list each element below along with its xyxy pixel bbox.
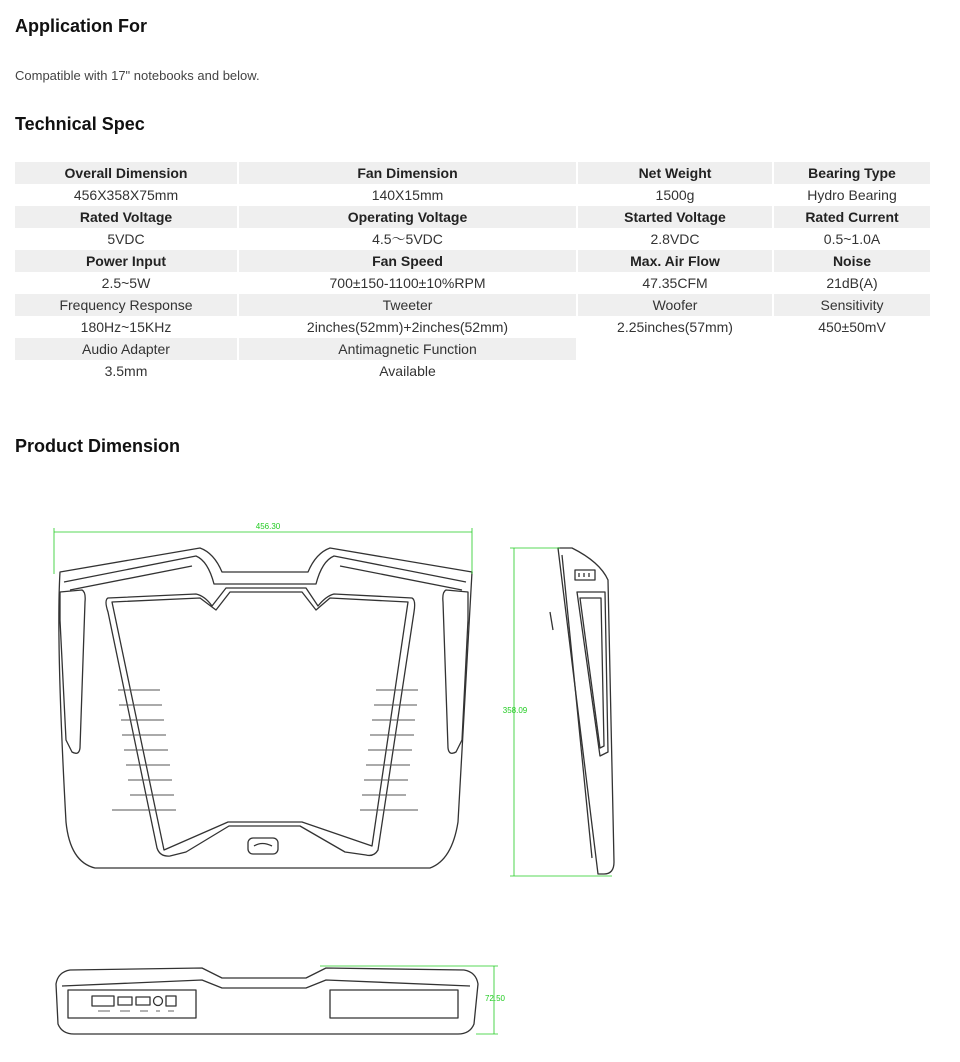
top-view-vents	[112, 690, 418, 810]
spec-value-cell: 180Hz~15KHz	[80, 319, 172, 335]
spec-label-cell: Rated Current	[774, 206, 930, 228]
spec-label-cell: Rated Voltage	[15, 206, 237, 228]
technical-spec-heading: Technical Spec	[15, 114, 145, 134]
spec-value-cell: 2.8VDC	[650, 231, 700, 247]
spec-value-cell: 450±50mV	[818, 319, 886, 335]
spec-label-cell: Fan Dimension	[239, 162, 576, 184]
spec-value-cell: 3.5mm	[104, 363, 148, 379]
height-dimension-label: 72.50	[484, 994, 506, 1003]
spec-value-cell: 2inches(52mm)+2inches(52mm)	[306, 319, 509, 335]
spec-label-cell: Power Input	[15, 250, 237, 272]
spec-value-cell: 1500g	[655, 187, 695, 203]
depth-dimension-label: 358.09	[502, 706, 528, 715]
side-view-drawing	[550, 548, 614, 874]
product-dimension-heading: Product Dimension	[15, 436, 181, 456]
spec-label-cell: Operating Voltage	[239, 206, 576, 228]
top-view-drawing	[59, 548, 472, 868]
spec-value-cell: 21dB(A)	[826, 275, 878, 291]
spec-value-cell: 140X15mm	[371, 187, 444, 203]
spec-value-cell: 456X358X75mm	[73, 187, 179, 203]
spec-value-cell: Available	[379, 363, 436, 379]
width-dimension-label: 456.30	[255, 522, 281, 531]
compatibility-text: Compatible with 17" notebooks and below.	[15, 68, 260, 83]
spec-label-cell: Fan Speed	[239, 250, 576, 272]
spec-value-cell: 5VDC	[107, 231, 145, 247]
spec-value-cell: 700±150-1100±10%RPM	[329, 275, 486, 291]
front-view-drawing	[56, 968, 478, 1034]
spec-label-cell: Max. Air Flow	[578, 250, 772, 272]
spec-value-cell: Hydro Bearing	[807, 187, 897, 203]
spec-label-cell: Net Weight	[578, 162, 772, 184]
spec-value-cell: 2.25inches(57mm)	[617, 319, 733, 335]
spec-label-cell: Tweeter	[239, 294, 576, 316]
spec-label-cell: Started Voltage	[578, 206, 772, 228]
spec-label-cell: Overall Dimension	[15, 162, 237, 184]
spec-value-cell: 0.5~1.0A	[823, 231, 881, 247]
spec-label-cell: Woofer	[578, 294, 772, 316]
spec-label-cell: Antimagnetic Function	[239, 338, 576, 360]
spec-value-cell: 47.35CFM	[642, 275, 708, 291]
spec-label-cell: Noise	[774, 250, 930, 272]
spec-value-cell: 4.5～5VDC	[372, 231, 443, 247]
spec-label-cell: Bearing Type	[774, 162, 930, 184]
spec-label-cell: Sensitivity	[774, 294, 930, 316]
spec-value-cell: 2.5~5W	[101, 275, 151, 291]
spec-label-cell: Audio Adapter	[15, 338, 237, 360]
spec-label-cell: Frequency Response	[15, 294, 237, 316]
application-heading: Application For	[15, 16, 147, 36]
